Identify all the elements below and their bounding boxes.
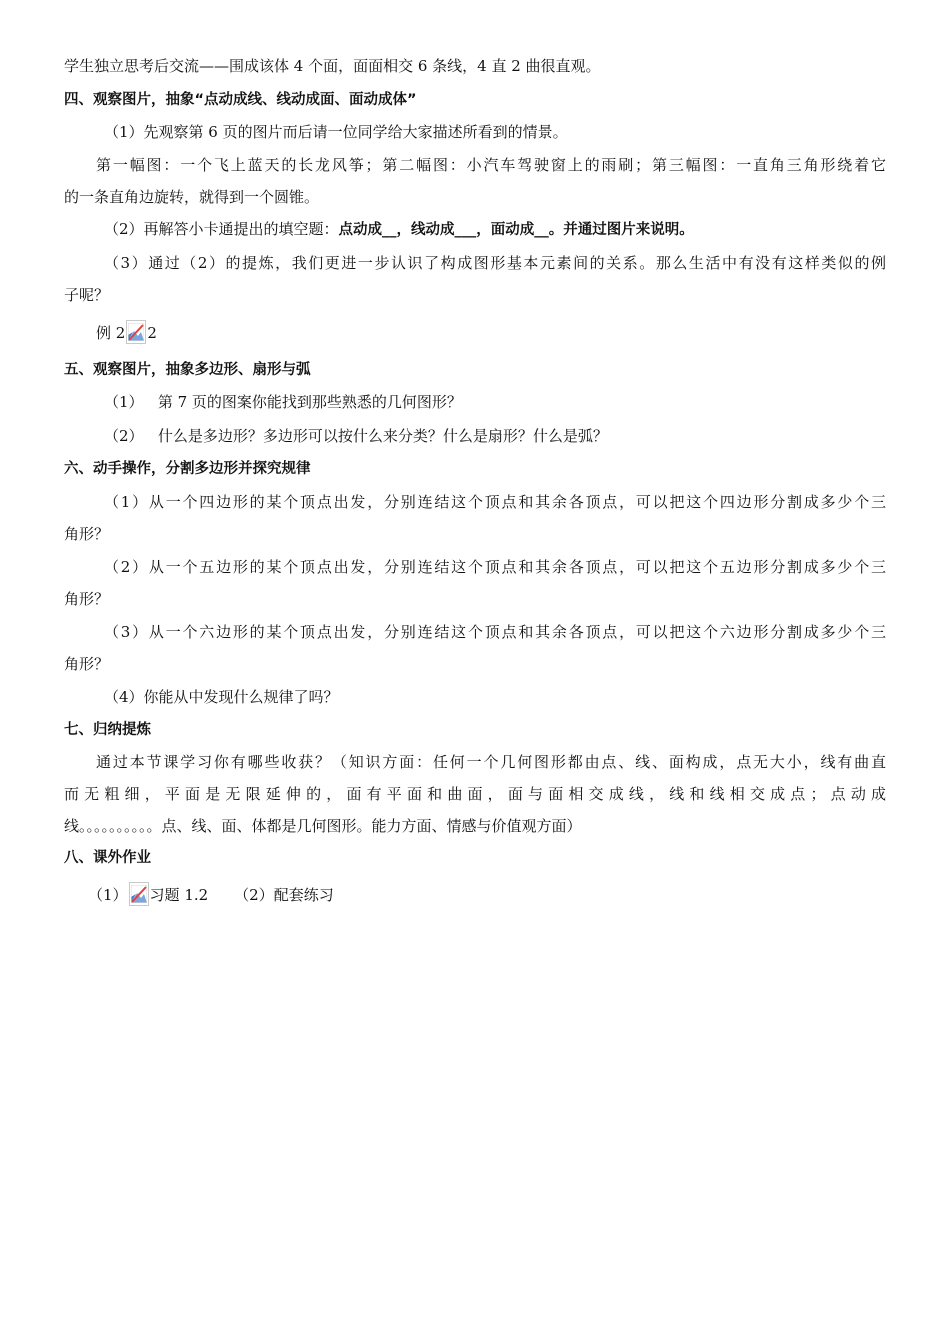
s4-description-line-1: 第一幅图：一个飞上蓝天的长龙风筝；第二幅图：小汽车驾驶窗上的雨刷；第三幅图：一直角三角形绕着它 [96, 156, 886, 174]
s6-question-2-line-1: （2）从一个五边形的某个顶点出发，分别连结这个顶点和其余各顶点，可以把这个五边形分割成多少个三 [104, 558, 886, 576]
section-6-heading: 六、动手操作，分割多边形并探究规律 [64, 461, 311, 477]
s6-question-1-line-2: 角形？ [64, 525, 110, 543]
s6-question-1-line-1: （1）从一个四边形的某个顶点出发，分别连结这个顶点和其余各顶点，可以把这个四边形分割成多少个三 [104, 493, 886, 511]
homework-item-1-label: 习题 1.2 [149, 886, 209, 904]
s4-question-3-line-2: 子呢？ [64, 286, 110, 304]
s4-question-1: （1）先观察第 6 页的图片而后请一位同学给大家描述所看到的情景。 [104, 123, 568, 141]
section-8-heading: 八、课外作业 [64, 850, 151, 866]
s5-question-1: （1） 第 7 页的图案你能找到那些熟悉的几何图形？ [104, 393, 462, 411]
s6-question-4: （4）你能从中发现什么规律了吗？ [104, 688, 339, 706]
homework-item-2: （2）配套练习 [234, 886, 334, 904]
example-label: 例 2 [96, 324, 126, 342]
s5-question-2: （2） 什么是多边形？多边形可以按什么来分类？什么是扇形？什么是弧？ [104, 427, 608, 445]
s7-summary-line-3: 线。。。。。。。。。。点、线、面、体都是几何图形。能力方面、情感与价值观方面） [64, 817, 582, 835]
s4-description-line-2: 的一条直角边旋转，就得到一个圆锥。 [64, 188, 320, 206]
s4-question-3-line-1: （3）通过（2）的提炼，我们更进一步认识了构成图形基本元素间的关系。那么生活中有没有这样类似的例 [104, 254, 886, 272]
s7-summary-line-1: 通过本节课学习你有哪些收获？（知识方面：任何一个几何图形都由点、线、面构成，点无大小，线有曲直 [96, 753, 886, 771]
s4-example [96, 320, 886, 344]
section-5-heading: 五、观察图片，抽象多边形、扇形与弧 [64, 362, 311, 378]
s6-question-3-line-2: 角形？ [64, 655, 110, 673]
s8-homework [88, 882, 910, 906]
paragraph-intro: 学生独立思考后交流——围成该体 4 个面，面面相交 6 条线，4 直 2 曲很直观。 [64, 57, 601, 75]
example-suffix: 2 [147, 324, 157, 342]
broken-image-icon [126, 320, 146, 344]
s4-question-2-fill-blank: 点动成__，线动成___，面动成__。并通过图片来说明。 [338, 222, 694, 238]
section-7-heading: 七、归纳提炼 [64, 722, 151, 738]
s6-question-2-line-2: 角形？ [64, 590, 110, 608]
s4-question-2-prefix: （2）再解答小卡通提出的填空题： [104, 220, 339, 238]
section-4-heading: 四、观察图片，抽象“点动成线、线动成面、面动成体” [64, 92, 417, 108]
s6-question-3-line-1: （3）从一个六边形的某个顶点出发，分别连结这个顶点和其余各顶点，可以把这个六边形分割成多少个三 [104, 623, 886, 641]
s4-question-2 [104, 219, 894, 240]
homework-item-1-prefix: （1） [88, 886, 128, 904]
broken-image-icon [129, 882, 149, 906]
s7-summary-line-2: 而无粗细，平面是无限延伸的，面有平面和曲面，面与面相交成线，线和线相交成点；点动成 [64, 785, 886, 803]
